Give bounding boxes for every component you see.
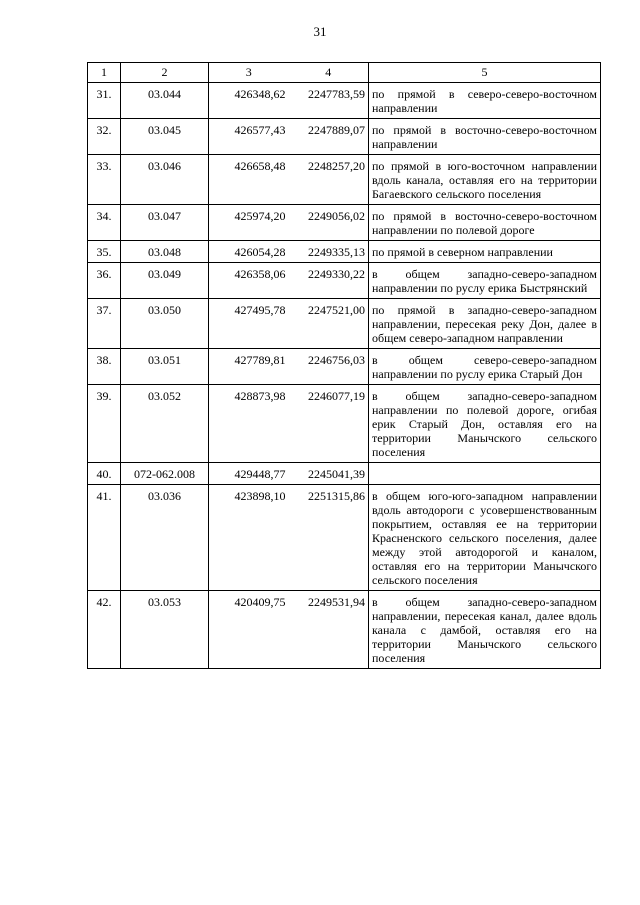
coord-y: 2247521,00: [289, 299, 369, 349]
coord-x: 428873,98: [209, 385, 289, 463]
direction-description: [369, 463, 601, 485]
row-number: 31.: [88, 83, 121, 119]
row-number: 40.: [88, 463, 121, 485]
direction-description: в общем юго-юго-западном направлении вдоль автодороги с усовершенствованным покрытием, оставляя ее на территории Красненского сельского поселения, далее между этой автодорогой и каналом, оставляя его на территории Манычского сельского поселения: [369, 485, 601, 591]
table-row: [88, 241, 601, 263]
row-number: 39.: [88, 385, 121, 463]
table-row: [88, 263, 601, 299]
row-number: 32.: [88, 119, 121, 155]
direction-description: по прямой в северном направлении: [369, 241, 601, 263]
row-number: 34.: [88, 205, 121, 241]
table-header-row: [88, 63, 601, 83]
coord-x: 426358,06: [209, 263, 289, 299]
header-col-4: 4: [289, 63, 369, 83]
point-code: 03.048: [121, 241, 209, 263]
header-col-1: 1: [88, 63, 121, 83]
coord-y: 2247889,07: [289, 119, 369, 155]
coord-x: 426054,28: [209, 241, 289, 263]
coord-x: 427495,78: [209, 299, 289, 349]
header-col-3: 3: [209, 63, 289, 83]
table-row: [88, 385, 601, 463]
coord-x: 423898,10: [209, 485, 289, 591]
table-row: [88, 591, 601, 669]
direction-description: в общем северо-северо-западном направлении по руслу ерика Старый Дон: [369, 349, 601, 385]
coord-y: 2247783,59: [289, 83, 369, 119]
point-code: 03.044: [121, 83, 209, 119]
table-row: [88, 485, 601, 591]
point-code: 03.045: [121, 119, 209, 155]
direction-description: по прямой в северо-северо-восточном направлении: [369, 83, 601, 119]
coord-x: 427789,81: [209, 349, 289, 385]
row-number: 37.: [88, 299, 121, 349]
row-number: 41.: [88, 485, 121, 591]
coord-x: 429448,77: [209, 463, 289, 485]
row-number: 33.: [88, 155, 121, 205]
coord-y: 2249056,02: [289, 205, 369, 241]
direction-description: по прямой в юго-восточном направлении вдоль канала, оставляя его на территории Багаевского сельского поселения: [369, 155, 601, 205]
point-code: 03.049: [121, 263, 209, 299]
coord-x: 426577,43: [209, 119, 289, 155]
table-row: [88, 155, 601, 205]
coord-x: 426658,48: [209, 155, 289, 205]
table-row: [88, 83, 601, 119]
coord-x: 420409,75: [209, 591, 289, 669]
row-number: 35.: [88, 241, 121, 263]
coord-y: 2246077,19: [289, 385, 369, 463]
direction-description: по прямой в восточно-северо-восточном направлении: [369, 119, 601, 155]
point-code: 03.036: [121, 485, 209, 591]
coord-y: 2249531,94: [289, 591, 369, 669]
point-code: 03.053: [121, 591, 209, 669]
page-number: 31: [313, 24, 327, 39]
direction-description: в общем западно-северо-западном направлении по полевой дороге, огибая ерик Старый Дон, оставляя его на территории Манычского сельского поселения: [369, 385, 601, 463]
coord-y: 2251315,86: [289, 485, 369, 591]
point-code: 072-062.008: [121, 463, 209, 485]
row-number: 42.: [88, 591, 121, 669]
table-row: [88, 349, 601, 385]
coord-y: 2248257,20: [289, 155, 369, 205]
point-code: 03.052: [121, 385, 209, 463]
table-row: [88, 119, 601, 155]
direction-description: в общем западно-северо-западном направлении по руслу ерика Быстрянский: [369, 263, 601, 299]
table-row: [88, 463, 601, 485]
point-code: 03.051: [121, 349, 209, 385]
header-col-5: 5: [369, 63, 601, 83]
point-code: 03.046: [121, 155, 209, 205]
row-number: 36.: [88, 263, 121, 299]
table-row: [88, 205, 601, 241]
table-row: [88, 299, 601, 349]
direction-description: по прямой в восточно-северо-восточном направлении по полевой дороге: [369, 205, 601, 241]
direction-description: в общем западно-северо-западном направлении, пересекая канал, далее вдоль канала с дамбой, оставляя его на территории Манычского сельского поселения: [369, 591, 601, 669]
coord-y: 2249330,22: [289, 263, 369, 299]
coord-x: 425974,20: [209, 205, 289, 241]
coord-y: 2245041,39: [289, 463, 369, 485]
point-code: 03.047: [121, 205, 209, 241]
coord-y: 2246756,03: [289, 349, 369, 385]
coord-x: 426348,62: [209, 83, 289, 119]
boundary-points-table: [87, 62, 601, 669]
row-number: 38.: [88, 349, 121, 385]
direction-description: по прямой в западно-северо-западном направлении, пересекая реку Дон, далее в общем северо-западном направлении: [369, 299, 601, 349]
header-col-2: 2: [121, 63, 209, 83]
coord-y: 2249335,13: [289, 241, 369, 263]
point-code: 03.050: [121, 299, 209, 349]
